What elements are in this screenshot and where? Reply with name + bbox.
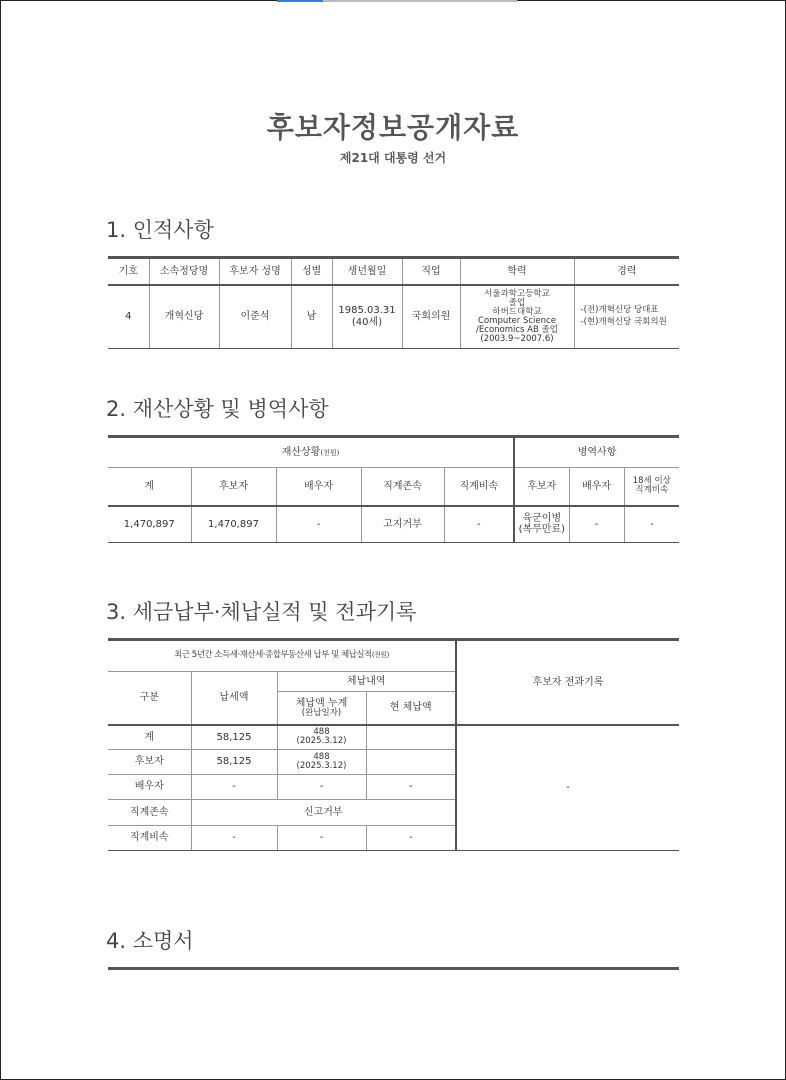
document-title: 후보자정보공개자료 (266, 111, 520, 144)
education-line: 졸업 (508, 297, 526, 308)
row-label: 계 (108, 725, 191, 750)
property-unit: (천원) (320, 448, 340, 457)
section-title-statement: 4. 소명서 (106, 929, 194, 953)
header-cell: 생년월일 (332, 258, 402, 285)
education-line: 하버드대학교 (492, 306, 542, 317)
property-header-row (108, 468, 679, 506)
header-cell: 기호 (108, 258, 149, 285)
property-total: 1,470,897 (108, 506, 191, 543)
birth-date: 1985.03.31 (338, 305, 396, 317)
military-candidate (514, 506, 569, 543)
top-tab-accent (277, 0, 323, 2)
education-cell (460, 285, 574, 349)
header-cell: 경력 (574, 258, 679, 285)
header-cell: 후보자 (514, 468, 569, 506)
arrears-current: - (366, 826, 456, 851)
party-name: 개혁신당 (149, 285, 219, 349)
section-title-tax: 3. 세금납부·체납실적 및 전과기록 (106, 600, 417, 624)
section-title-personal: 1. 인적사항 (106, 218, 214, 242)
property-ascendant: 고지거부 (361, 506, 444, 543)
personal-info-table (108, 256, 679, 349)
arrears-date: (2025.3.12) (296, 736, 347, 747)
property-spouse: - (276, 506, 361, 543)
property-label: 재산상황 (281, 446, 321, 458)
tax-group-header (108, 640, 456, 672)
statement-divider (108, 967, 679, 970)
header-cell: 구분 (108, 672, 191, 725)
paid-amount: - (191, 826, 277, 851)
row-label: 배우자 (108, 775, 191, 800)
education-line: (2003.9~2007.6) (480, 333, 554, 344)
arrears-current: - (366, 775, 456, 800)
header-cell: 성별 (291, 258, 332, 285)
header-line: 직계비속 (635, 485, 669, 496)
header-cell: 납세액 (191, 672, 277, 725)
tax-label: 최근 5년간 소득세·재산세·종합부동산세 납부 및 체납실적 (174, 650, 372, 661)
header-cell (624, 468, 679, 506)
header-cell: 체납내역 (277, 672, 456, 692)
criminal-record-value: - (456, 725, 679, 851)
header-line: 체납액 누계 (295, 697, 348, 709)
header-cell: 배우자 (276, 468, 361, 506)
tax-criminal-table (108, 638, 679, 851)
header-cell: 현 체납액 (366, 692, 456, 725)
header-cell: 직업 (402, 258, 460, 285)
arrears-total (277, 725, 366, 750)
header-cell: 직계존속 (361, 468, 444, 506)
arrears-amount: 488 (313, 752, 330, 763)
personal-data-row (108, 285, 679, 349)
header-cell: 학력 (460, 258, 574, 285)
education-line: Computer Science (478, 315, 556, 326)
row-label: 후보자 (108, 750, 191, 775)
header-cell: 계 (108, 468, 191, 506)
personal-header-row (108, 258, 679, 285)
document-subtitle: 제21대 대통령 선거 (339, 151, 447, 165)
criminal-record-header: 후보자 전과기록 (456, 640, 679, 725)
section-title-property: 2. 재산상황 및 병역사항 (106, 397, 329, 421)
property-group-header (108, 437, 514, 468)
career-line: -(현)개혁신당 국회의원 (580, 317, 667, 328)
property-descendant: - (444, 506, 514, 543)
paid-amount: 58,125 (191, 750, 277, 775)
career-line: -(전)개혁신당 당대표 (580, 305, 659, 316)
military-line: 육군이병 (522, 512, 562, 524)
arrears-total: - (277, 826, 366, 851)
header-cell: 후보자 성명 (219, 258, 291, 285)
property-military-table (108, 435, 679, 543)
arrears-total (277, 750, 366, 775)
top-tab-bar (277, 0, 517, 2)
career-cell (574, 285, 679, 349)
header-cell: 직계비속 (444, 468, 514, 506)
property-group-row (108, 437, 679, 468)
birth-date-cell (332, 285, 402, 349)
header-cell (277, 692, 366, 725)
property-candidate: 1,470,897 (191, 506, 276, 543)
arrears-date: (2025.3.12) (296, 761, 347, 771)
education-line: 서울과학고등학교 (484, 288, 550, 299)
arrears-current (366, 750, 456, 775)
military-descendant: - (624, 506, 679, 543)
arrears-total: - (277, 775, 366, 800)
header-line: (완납일자) (301, 708, 342, 719)
header-line: 18세 이상 (632, 476, 671, 487)
arrears-amount: 488 (313, 727, 330, 738)
header-cell: 배우자 (569, 468, 624, 506)
paid-amount: - (191, 775, 277, 800)
occupation: 국회의원 (402, 285, 460, 349)
merged-value: 신고거부 (191, 800, 456, 826)
military-line: (복무만료) (518, 524, 566, 536)
gender: 남 (291, 285, 332, 349)
military-group-header: 병역사항 (514, 437, 679, 468)
property-data-row (108, 506, 679, 543)
education-line: /Economics AB 졸업 (476, 324, 558, 335)
military-spouse: - (569, 506, 624, 543)
tax-group-row (108, 640, 679, 672)
header-cell: 소속정당명 (149, 258, 219, 285)
arrears-current (366, 725, 456, 750)
paid-amount: 58,125 (191, 725, 277, 750)
candidate-name: 이준석 (219, 285, 291, 349)
tax-unit: (천원) (371, 651, 389, 660)
row-label: 직계존속 (108, 800, 191, 826)
candidate-number: 4 (108, 285, 149, 349)
header-cell: 후보자 (191, 468, 276, 506)
tax-row (108, 725, 679, 750)
age: (40세) (351, 316, 383, 328)
row-label: 직계비속 (108, 826, 191, 851)
